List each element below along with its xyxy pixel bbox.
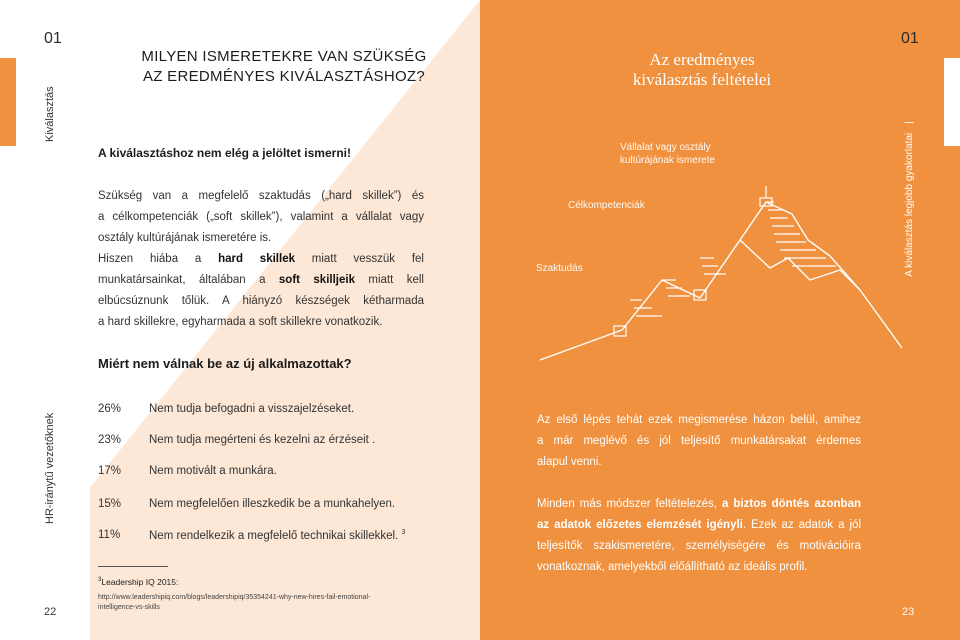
side-tab-left bbox=[0, 58, 16, 146]
stat-text: Nem megfelelően illeszkedik be a munkahelyen. bbox=[149, 498, 396, 510]
footnote-link[interactable]: http://www.leadershipiq.com/blogs/leadershipiq/35354241-why-new-hires-fail-emotional- intelligence-vs-skills bbox=[98, 594, 371, 611]
stat-text: Nem motivált a munkára. bbox=[149, 465, 277, 477]
page-number-right: 23 bbox=[902, 606, 915, 618]
footnote-mark: 3 bbox=[401, 529, 406, 536]
paragraph-first-step: Az első lépés tehát ezek megismerése házon belül, amihez a már meglévő és jól teljesítő munkatársakat érdemes alapul venni. bbox=[537, 414, 861, 468]
page-number-left: 22 bbox=[44, 606, 57, 618]
paragraph-line: osztály kultúrájának ismeretére is. bbox=[98, 232, 272, 244]
bold-analysis: az adatok előzetes elemzését igényli bbox=[537, 519, 743, 531]
paragraph-skills bbox=[98, 186, 424, 249]
stat-text: Nem rendelkezik a megfelelő technikai skillekkel. $^3$ bbox=[149, 529, 406, 542]
chapter-number-left: 01 bbox=[44, 30, 62, 47]
paragraph-line: Hiszen hiába a hard skillek miatt vesszük fel bbox=[98, 253, 424, 265]
stat-percent: 17% bbox=[98, 465, 122, 477]
lead-sentence: A kiválasztáshoz nem elég a jelöltet ismerni! bbox=[98, 146, 351, 160]
title-line: AZ EREDMÉNYES KIVÁLASZTÁSHOZ? bbox=[142, 68, 426, 85]
bold-soft-skills: soft skilljeik bbox=[278, 274, 355, 286]
section-question: Miért nem válnak be az új alkalmazottak? bbox=[98, 356, 352, 371]
mountain-illustration bbox=[530, 140, 910, 370]
label-competence: Célkompetenciák bbox=[568, 200, 645, 211]
side-tab-label-right: A kiválasztás legjobb gyakorlatai | Kiválasztás bbox=[904, 62, 915, 277]
bold-decision: a biztos döntés azonban bbox=[721, 498, 861, 510]
mountain-hatching bbox=[630, 202, 836, 316]
stat-percent: 26% bbox=[98, 403, 122, 415]
stat-text: Nem tudja befogadni a visszajelzéseket. bbox=[149, 403, 355, 415]
page-title-right: Az eredményes kiválasztás feltételei bbox=[632, 50, 772, 89]
paragraph-line: munkatársainkat, általában a soft skilljeik miatt kell bbox=[98, 274, 424, 286]
chapter-number-right: 01 bbox=[901, 30, 919, 47]
paragraph-line: a célkompetenciák („soft skillek”), valamint a vállalat vagy bbox=[98, 211, 424, 223]
paragraph-line: Szükség van a megfelelő szaktudás („hard skillek”) és bbox=[98, 190, 424, 202]
label-skill: Szaktudás bbox=[536, 263, 583, 274]
side-tab-label-left: Kiválasztás bbox=[44, 86, 56, 142]
paragraph-line: elbúcsúznunk tőlük. A hiányzó készségek kétharmada bbox=[98, 295, 424, 307]
side-tab-guide: A kiválasztás legjobb gyakorlatai bbox=[904, 132, 915, 277]
paragraph-reasons bbox=[98, 249, 424, 333]
stat-text: Nem tudja megérteni és kezelni az érzéseit . bbox=[149, 434, 376, 446]
side-tab-right bbox=[944, 58, 960, 146]
stat-percent: 15% bbox=[98, 498, 122, 510]
footnote-divider bbox=[98, 566, 168, 567]
stat-percent: 11% bbox=[98, 529, 121, 541]
bold-hard-skills: hard skillek bbox=[218, 253, 295, 265]
paragraph-data-analysis: Minden más módszer feltételezés, a biztos döntés azonban az adatok előzetes elemzését igényli. Ezek az adatok a jól teljesítők szakismeretére, személyiségére és motivációira vonatkoznak, amelyekből előállítható az ideális profil. bbox=[537, 498, 862, 573]
paragraph-line: a hard skillekre, egyharmada a soft skillekre vonatkozik. bbox=[98, 316, 383, 328]
footnote-title: $^3$Leadership IQ 2015: bbox=[98, 577, 179, 587]
label-culture: Vállalat vagy osztály kultúrájának ismerete bbox=[620, 142, 716, 166]
page-title-left bbox=[134, 47, 434, 87]
stats-side-label: HR-iránytű vezetőknek bbox=[44, 412, 56, 524]
title-line: MILYEN ISMERETEKRE VAN SZÜKSÉG bbox=[141, 48, 427, 65]
stat-percent: 23% bbox=[98, 434, 122, 446]
side-tab-chapter: Kiválasztás bbox=[904, 62, 915, 113]
